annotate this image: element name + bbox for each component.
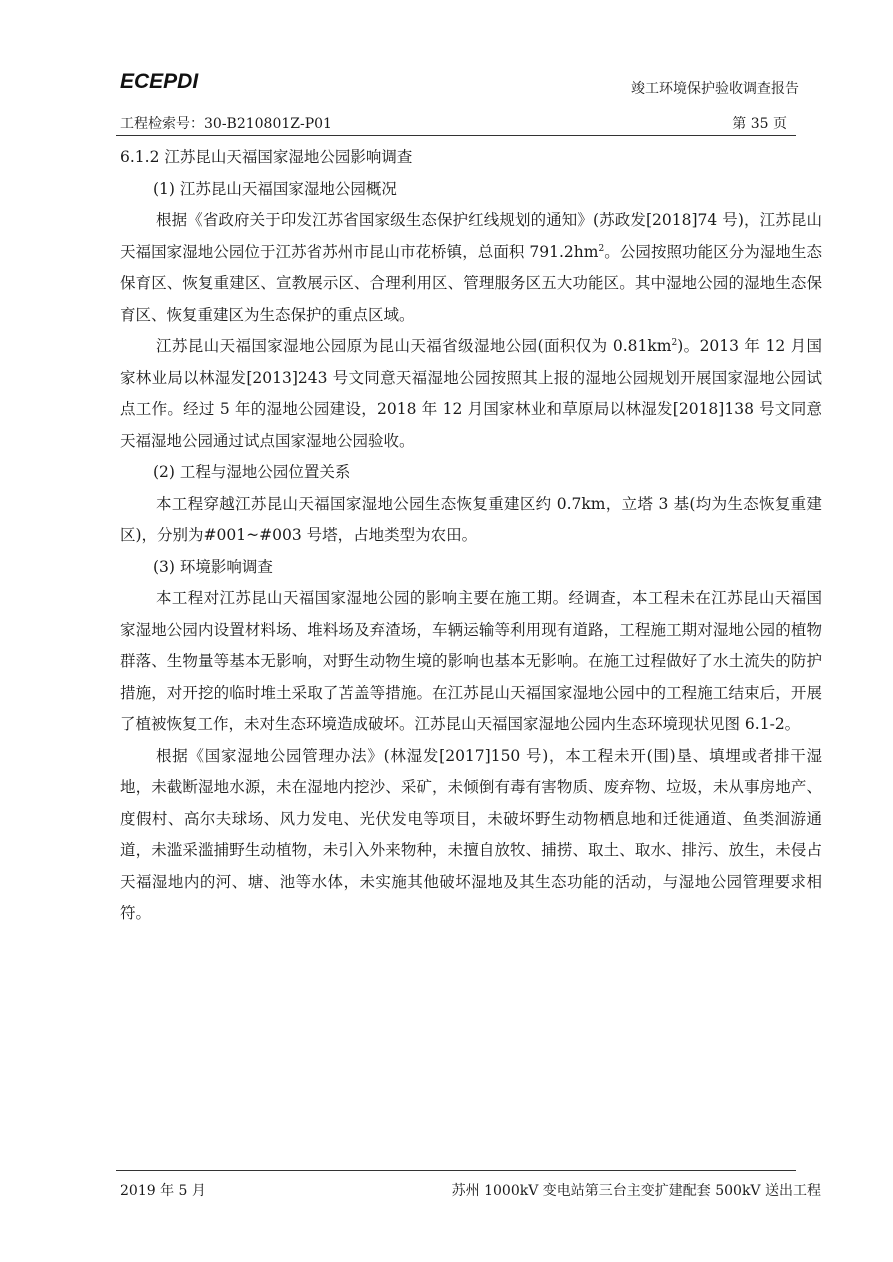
paragraph-history [120,331,822,457]
paragraph-overview-text: 根据《省政府关于印发江苏省国家级生态保护红线规划的通知》(苏政发[2018]74 号)，江苏昆山天福国家湿地公园位于江苏省苏州市昆山市花桥镇，总面积 791.2hm [120,211,822,261]
footer-project-name: 苏州 1000kV 变电站第三台主变扩建配套 500kV 送出工程 [451,1183,821,1199]
footer-divider [116,1170,796,1171]
report-title: 竣工环境保护验收调查报告 [631,81,799,97]
paragraph-history-text-cont: )。2013 年 12 月国家林业局以林湿发[2013]243 号文同意天福湿地公园按照其上报的湿地公园规划开展国家湿地公园试点工作。经过 5 年的湿地公园建设，2018 年 12 月国家林业和草原局以林湿发[2018]138 号文同意天福湿地公园通过试点国家湿地公园验收。 [120,337,823,450]
paragraph-overview [120,205,822,331]
project-code: 工程检索号：30-B210801Z-P01 [120,116,332,132]
paragraph-history-text: 江苏昆山天福国家湿地公园原为昆山天福省级湿地公园(面积仅为 0.81km [156,337,672,355]
footer-date: 2019 年 5 月 [120,1183,206,1199]
section-heading: 6.1.2 江苏昆山天福国家湿地公园影响调查 [120,148,413,166]
paragraph-overview-text-cont: 。公园按照功能区分为湿地生态保育区、恢复重建区、宣教展示区、合理利用区、管理服务区五大功能区。其中湿地公园的湿地生态保育区、恢复重建区为生态保护的重点区域。 [120,242,822,324]
superscript-2: 2 [598,243,605,254]
page-number: 第 35 页 [732,116,787,132]
company-logo-text: ECEPDI [120,70,199,93]
paragraph-regulation: 根据《国家湿地公园管理办法》(林湿发[2017]150 号)，本工程未开(围)垦、填埋或者排干湿地，未截断湿地水源，未在湿地内挖沙、采矿，未倾倒有毒有害物质、废弃物、垃圾，未从事房地产、度假村、高尔夫球场、风力发电、光伏发电等项目，未破坏野生动物栖息地和迁徙通道、鱼类洄游通道，未滥采滥捕野生动植物，未引入外来物种，未擅自放牧、捕捞、取土、取水、排污、放生，未侵占天福湿地内的河、塘、池等水体，未实施其他破坏湿地及其生态功能的活动，与湿地公园管理要求相符。 [120,746,822,922]
subsection-heading-position: (2) 工程与湿地公园位置关系 [153,463,351,481]
header-divider [116,135,796,136]
paragraph-impact: 本工程对江苏昆山天福国家湿地公园的影响主要在施工期。经调查，本工程未在江苏昆山天福国家湿地公园内设置材料场、堆料场及弃渣场，车辆运输等利用现有道路，工程施工期对湿地公园的植物群落、生物量等基本无影响，对野生动物生境的影响也基本无影响。在施工过程做好了水土流失的防护措施，对开挖的临时堆土采取了苫盖等措施。在江苏昆山天福国家湿地公园中的工程施工结束后，开展了植被恢复工作，未对生态环境造成破坏。江苏昆山天福国家湿地公园内生态环境现状见图 6.1-2。 [120,589,822,733]
paragraph-position: 本工程穿越江苏昆山天福国家湿地公园生态恢复重建区约 0.7km，立塔 3 基(均为生态恢复重建区)，分别为#001~#003 号塔，占地类型为农田。 [120,494,822,544]
superscript-2: 2 [671,338,678,348]
subsection-heading-overview: (1) 江苏昆山天福国家湿地公园概况 [153,179,397,198]
subsection-heading-impact: (3) 环境影响调查 [153,557,273,576]
document-body [120,142,822,930]
